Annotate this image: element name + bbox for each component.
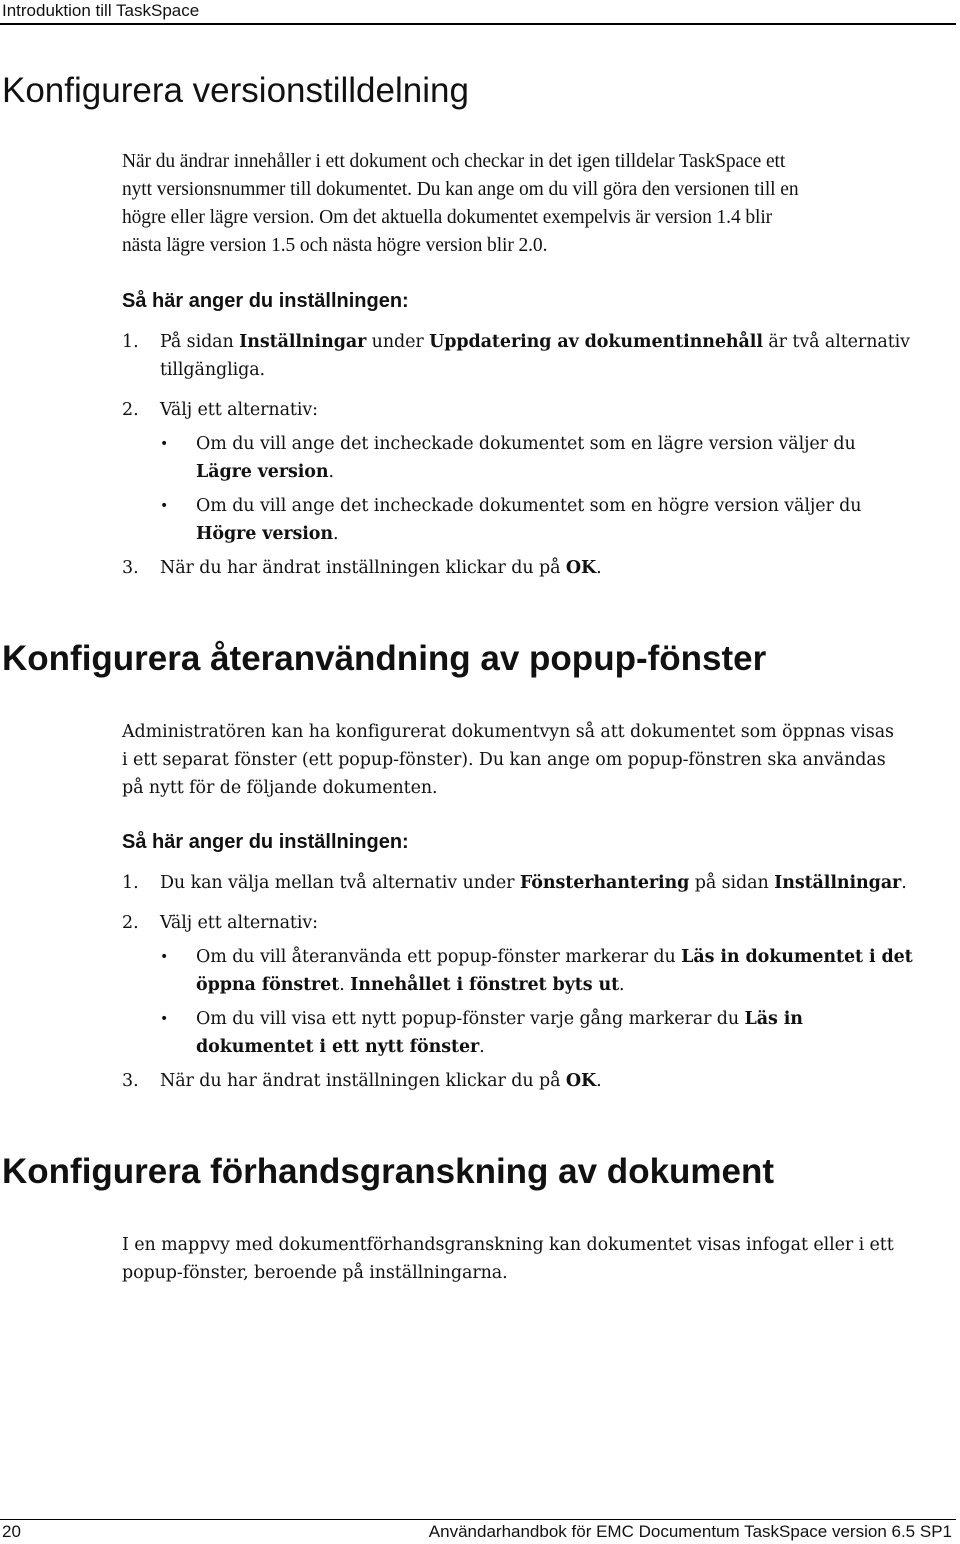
ui-term: dokumentet i ett nytt fönster — [196, 1037, 480, 1057]
ui-term: OK — [565, 1071, 597, 1091]
intro-line: popup-fönster, beroende på inställningarna. — [122, 1263, 508, 1283]
bullet-text-continued: Lägre version. — [196, 462, 334, 482]
step-text: På sidan Inställningar under Uppdatering av dokumentinnehåll är två alternativ — [160, 332, 910, 352]
ui-term: Lägre version — [196, 462, 329, 482]
bullet-text-continued: dokumentet i ett nytt fönster. — [196, 1037, 485, 1057]
ui-term: Läs in — [744, 1009, 803, 1029]
bullet-text-continued: öppna fönstret. Innehållet i fönstret byts ut. — [196, 975, 625, 995]
ui-term: Innehållet i fönstret byts ut — [350, 975, 620, 995]
ui-term: Uppdatering av dokumentinnehåll — [429, 332, 763, 352]
running-header: Introduktion till TaskSpace — [2, 1, 200, 20]
ui-term: öppna fönstret — [196, 975, 340, 995]
bullet-icon: • — [160, 498, 169, 514]
bullet-text: Om du vill återanvända ett popup-fönster markerar du Läs in dokumentet i det — [196, 947, 913, 967]
footer-document-title: Användarhandbok för EMC Documentum TaskSpace version 6.5 SP1 — [428, 1522, 952, 1541]
bullet-text-continued: Högre version. — [196, 524, 339, 544]
intro-line: nytt versionsnummer till dokumentet. Du kan ange om du vill göra den versionen till en — [122, 179, 799, 200]
step-text: När du har ändrat inställningen klickar du på OK. — [160, 1071, 602, 1091]
bullet-text: Om du vill visa ett nytt popup-fönster varje gång markerar du Läs in — [196, 1009, 803, 1029]
bullet-text: Om du vill ange det incheckade dokumentet som en högre version väljer du — [196, 496, 862, 516]
page-number: 20 — [2, 1522, 21, 1541]
step-text: Välj ett alternativ: — [160, 400, 318, 420]
bullet-icon: • — [160, 436, 169, 452]
step-number: 2. — [122, 913, 139, 933]
step-text: Du kan välja mellan två alternativ under Fönsterhantering på sidan Inställningar. — [160, 873, 907, 893]
step-number: 2. — [122, 400, 139, 420]
ui-term: Högre version — [196, 524, 334, 544]
step-number: 1. — [122, 873, 139, 893]
procedure-heading: Så här anger du inställningen: — [122, 831, 409, 853]
bullet-icon: • — [160, 949, 169, 965]
ui-term: Läs in dokumentet i det — [681, 947, 913, 967]
header-rule — [0, 23, 956, 25]
intro-line: i ett separat fönster (ett popup-fönster). Du kan ange om popup-fönstren ska användas — [122, 750, 886, 770]
footer-rule — [0, 1519, 956, 1520]
intro-line: nästa lägre version 1.5 och nästa högre version blir 2.0. — [122, 235, 548, 256]
section-title-popup-reuse: Konfigurera återanvändning av popup-fönster — [2, 639, 767, 678]
ui-term: Inställningar — [774, 873, 902, 893]
bullet-text: Om du vill ange det incheckade dokumentet som en lägre version väljer du — [196, 434, 856, 454]
step-text-continued: tillgängliga. — [160, 360, 266, 380]
section-title-version-assignment: Konfigurera versionstilldelning — [2, 71, 469, 110]
section-title-document-preview: Konfigurera förhandsgranskning av dokument — [2, 1152, 775, 1191]
step-text: Välj ett alternativ: — [160, 913, 318, 933]
intro-line: Administratören kan ha konfigurerat dokumentvyn så att dokumentet som öppnas visas — [122, 722, 894, 742]
bullet-icon: • — [160, 1011, 169, 1027]
intro-line: När du ändrar innehåller i ett dokument och checkar in det igen tilldelar TaskSpace ett — [122, 151, 786, 172]
step-number: 3. — [122, 558, 139, 578]
step-text: När du har ändrat inställningen klickar du på OK. — [160, 558, 602, 578]
step-number: 3. — [122, 1071, 139, 1091]
intro-line: I en mappvy med dokumentförhandsgranskning kan dokumentet visas infogat eller i ett — [122, 1235, 894, 1255]
ui-term: Fönsterhantering — [519, 873, 690, 893]
intro-line: högre eller lägre version. Om det aktuella dokumentet exempelvis är version 1.4 blir — [122, 207, 773, 228]
ui-term: Inställningar — [239, 332, 367, 352]
step-number: 1. — [122, 332, 139, 352]
intro-line: på nytt för de följande dokumenten. — [122, 778, 438, 798]
procedure-heading: Så här anger du inställningen: — [122, 290, 409, 312]
ui-term: OK — [565, 558, 597, 578]
